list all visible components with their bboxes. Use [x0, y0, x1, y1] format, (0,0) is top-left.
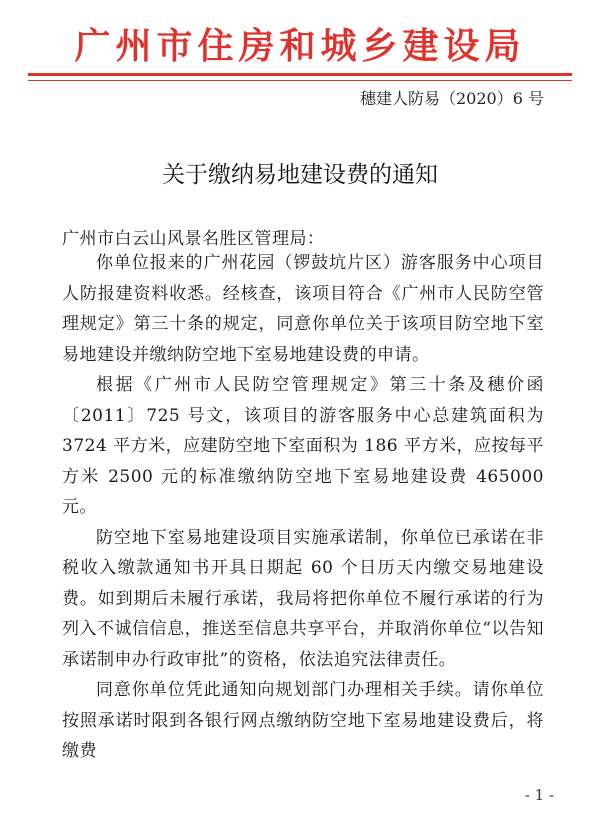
header-red-rule-thin [28, 80, 572, 81]
body-paragraph: 你单位报来的广州花园（锣鼓坑片区）游客服务中心项目人防报建资料收悉。经核查，该项目符合《广州市人民防空管理规定》第三十条的规定，同意你单位关于该项目防空地下室易地建设并缴纳防空地下室易地建设费的申请。 [62, 253, 544, 365]
body-paragraph: 根据《广州市人民防空管理规定》第三十条及穗价函〔2011〕725 号文，该项目的游客服务中心总建筑面积为 3724 平方米，应建防空地下室面积为 186 平方米，应按每平方米 2500 元的标准缴纳防空地下室易地建设费 465000 元。 [62, 375, 544, 517]
issuing-organization-header: 广州市住房和城乡建设局 [74, 26, 526, 67]
document-number: 穗建人防易（2020）6 号 [360, 89, 544, 108]
header-red-rule-thick [28, 73, 572, 76]
document-body [62, 248, 544, 767]
page-number: - 1 - [524, 786, 554, 804]
document-title: 关于缴纳易地建设费的通知 [162, 162, 438, 188]
body-paragraph: 防空地下室易地建设项目实施承诺制，你单位已承诺在非税收入缴款通知书开具日期起 60 个日历天内缴交易地建设费。如到期后未履行承诺，我局将把你单位不履行承诺的行为列入不诚信信息，推送至信息共享平台，并取消你单位“以告知承诺制申办行政审批”的资格，依法追究法律责任。 [62, 527, 544, 670]
recipient-line: 广州市白云山风景名胜区管理局： [62, 229, 325, 249]
body-paragraph: 同意你单位凭此通知向规划部门办理相关手续。请你单位按照承诺时限到各银行网点缴纳防空地下室易地建设费后，将缴费 [62, 680, 544, 761]
